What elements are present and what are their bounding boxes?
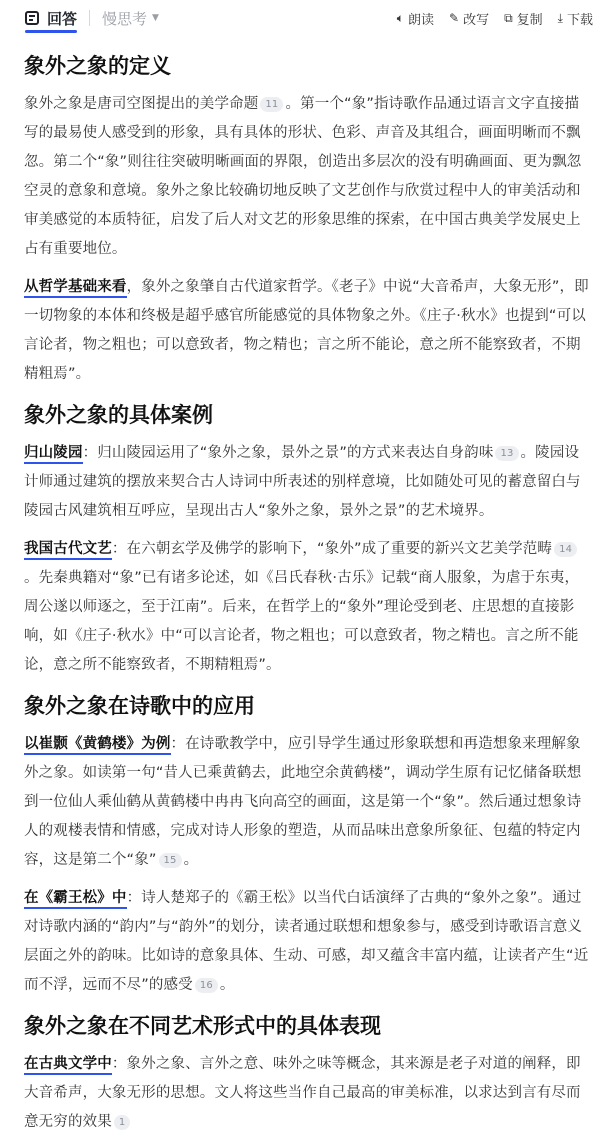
copy-icon: ⧉	[504, 10, 513, 25]
rewrite-label: 改写	[463, 12, 490, 28]
copy-label: 复制	[516, 12, 543, 28]
answer-toolbar	[0, 0, 605, 36]
citation-badge[interactable]: 15	[159, 853, 182, 868]
text: 。	[183, 852, 199, 868]
paragraph	[24, 730, 592, 875]
answer-content	[24, 48, 592, 1137]
paragraph	[24, 273, 592, 389]
caret-down-icon: ▼	[152, 13, 159, 23]
tab-active-underline	[25, 30, 77, 33]
text: ：诗人楚郑子的《霸王松》以当代白话演绎了古典的“象外之象”。通过对诗歌内涵的“韵内”与“韵外”的划分，读者通过联想和想象参与，感受到诗歌语言意义层面之外的韵味。比如诗的意象具体、生动、可感，却又蕴含丰富内蕴，让读者产生“近而不浮，远而不尽”的感受	[24, 890, 589, 993]
rewrite-button[interactable]	[449, 9, 489, 28]
divider	[89, 10, 90, 26]
keyword-link[interactable]: 归山陵园	[24, 445, 83, 464]
tab-answer-label: 回答	[47, 9, 78, 28]
citation-badge[interactable]: 1	[114, 1115, 131, 1130]
paragraph	[24, 1050, 592, 1137]
keyword-link[interactable]: 在古典文学中	[24, 1056, 112, 1075]
keyword-link[interactable]: 在《霸王松》中	[24, 890, 127, 909]
text: 象外之象是唐司空图提出的美学命题	[24, 96, 259, 112]
text: ：在六朝玄学及佛学的影响下，“象外”成了重要的新兴文艺美学范畴	[111, 541, 553, 557]
keyword-link[interactable]: 从哲学基础来看	[24, 279, 127, 298]
citation-badge[interactable]: 11	[260, 97, 283, 112]
speaker-icon: 🔈︎	[396, 10, 404, 25]
download-icon: ⤓	[557, 10, 563, 25]
download-button[interactable]	[558, 9, 593, 28]
text: ：在诗歌教学中，应引导学生通过形象联想和再造想象来理解象外之象。如读第一句“昔人已乘黄鹤去，此地空余黄鹤楼”，调动学生原有记忆储备联想到一位仙人乘仙鹤从黄鹤楼中冉冉飞向高空的画面，这是第一个“象”。然后通过想象诗人的观楼表情和情感，完成对诗人形象的塑造，从而品味出意象所象征、包蕴的特定内容，这是第二个“象”	[24, 736, 582, 868]
section-heading: 象外之象的具体案例	[24, 403, 213, 427]
download-label: 下载	[566, 12, 593, 28]
slow-thinking-label: 慢思考	[102, 9, 148, 28]
copy-button[interactable]	[504, 9, 543, 28]
action-bar	[397, 9, 593, 28]
tab-answer[interactable]	[25, 0, 77, 36]
paragraph	[24, 884, 592, 1000]
citation-badge[interactable]: 13	[495, 446, 518, 461]
text: 。先秦典籍对“象”已有诸多论述，如《吕氏春秋·古乐》记载“商人服象，为虐于东夷，周公遂以师逐之，至于江南”。后来，在哲学上的“象外”理论受到老、庄思想的直接影响，如《庄子·秋水》中“可以言论者，物之粗也；可以意致者，物之精也。言之所不能论，意之所不能察致者，不期精粗焉”。	[24, 570, 580, 673]
keyword-link[interactable]: 以崔颢《黄鹤楼》为例	[24, 736, 171, 755]
paragraph	[24, 535, 592, 680]
document-icon	[25, 11, 39, 25]
text: 。陵园设计师通过建筑的摆放来契合古人诗词中所表述的别样意境，比如随处可见的蓄意留白与陵园古风建筑相互呼应，呈现出古人“象外之象，景外之景”的艺术境界。	[24, 445, 581, 519]
text: ：象外之象、言外之意、味外之味等概念，其来源是老子对道的阐释，即大音希声，大象无形的思想。文人将这些当作自己最高的审美标准，以求达到言有尽而意无穷的效果	[24, 1056, 581, 1130]
citation-badge[interactable]: 16	[195, 978, 218, 993]
text: ：归山陵园运用了“象外之象，景外之景”的方式来表达自身韵味	[82, 445, 494, 461]
read-aloud-button[interactable]	[397, 9, 434, 28]
text: 。	[219, 977, 235, 993]
text: 。第一个“象”指诗歌作品通过语言文字直接描写的最易使人感受到的形象，具有具体的形状、色彩、声音及其组合，画面明晰而不飘忽。第二个“象”则往往突破明晰画面的界限，创造出多层次的没有明确画面、更为飘忽空灵的意象和意境。象外之象比较确切地反映了文艺创作与欣赏过程中人的审美活动和审美感觉的本质特征，启发了后人对文艺的形象思维的探索，在中国古典美学发展史上占有重要地位。	[24, 96, 582, 257]
citation-badge[interactable]: 14	[554, 542, 577, 557]
text: ，象外之象肇自古代道家哲学。《老子》中说“大音希声，大象无形”，即一切物象的本体和终极是超乎感官所能感觉的具体物象之外。《庄子·秋水》也提到“可以言论者，物之粗也；可以意致者，物之精也；言之所不能论，意之所不能察致者，不期精粗焉”。	[24, 279, 589, 382]
section-heading: 象外之象在不同艺术形式中的具体表现	[24, 1014, 381, 1038]
keyword-link[interactable]: 我国古代文艺	[24, 541, 112, 560]
section-heading: 象外之象在诗歌中的应用	[24, 694, 255, 718]
read-aloud-label: 朗读	[407, 12, 434, 28]
section-heading: 象外之象的定义	[24, 54, 171, 78]
edit-icon: ✎	[449, 11, 460, 25]
paragraph	[24, 439, 592, 526]
paragraph	[24, 90, 592, 264]
slow-thinking-dropdown[interactable]	[102, 8, 159, 29]
